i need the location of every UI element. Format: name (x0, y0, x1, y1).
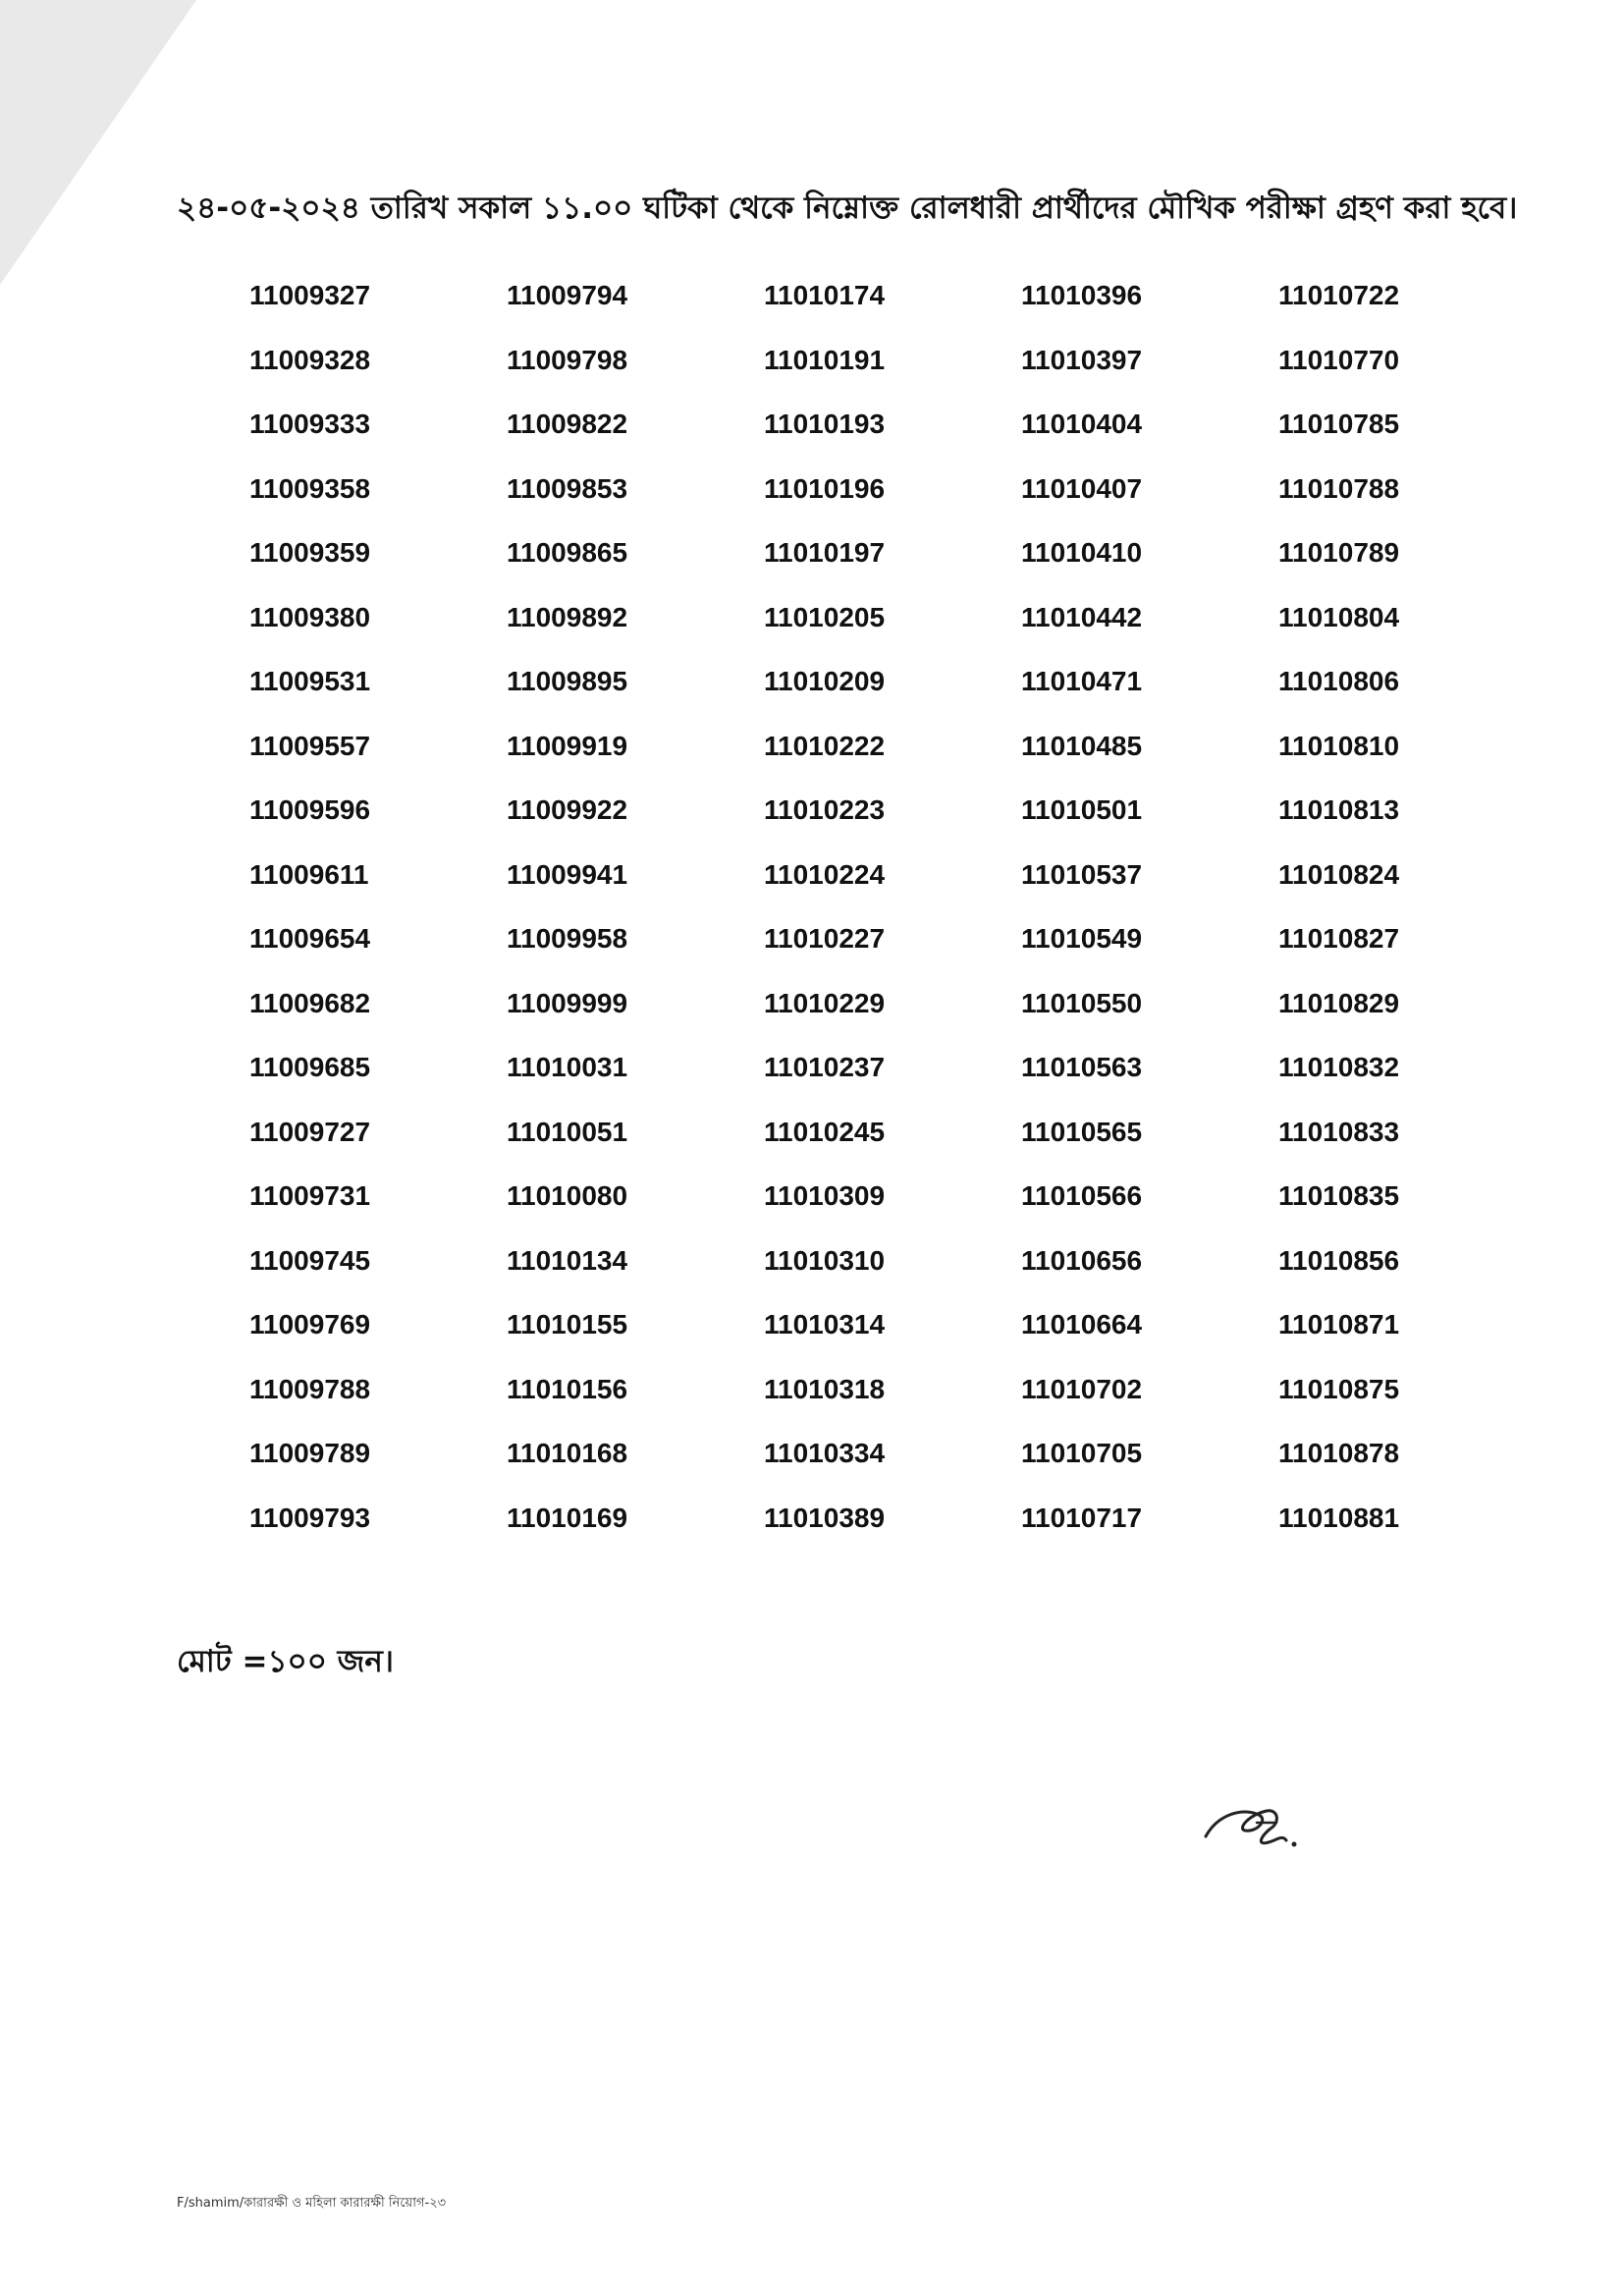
roll-number: 11009769 (249, 1309, 371, 1339)
roll-number: 11010196 (764, 472, 886, 504)
total-count: মোট =১০০ জন। (177, 1644, 394, 1679)
roll-number: 11010031 (507, 1052, 628, 1082)
signature-mark (1198, 1785, 1316, 1864)
roll-number: 11009380 (249, 601, 371, 632)
roll-number: 11010806 (1278, 666, 1400, 696)
roll-number: 11010656 (1021, 1244, 1143, 1276)
roll-number: 11009822 (507, 409, 628, 439)
roll-number: 11009892 (507, 601, 628, 632)
roll-number: 11009682 (249, 987, 371, 1018)
roll-number: 11010168 (507, 1438, 628, 1468)
roll-number: 11009919 (507, 730, 628, 761)
roll-number: 11010229 (764, 987, 886, 1018)
roll-number: 11009611 (249, 858, 369, 890)
roll-number: 11010832 (1278, 1052, 1400, 1082)
roll-number: 11010209 (764, 666, 886, 696)
roll-number: 11010396 (1021, 280, 1143, 310)
roll-number: 11010871 (1278, 1309, 1400, 1339)
roll-number: 11010197 (764, 537, 886, 568)
roll-number: 11010224 (764, 858, 886, 890)
roll-number: 11010245 (764, 1116, 886, 1147)
roll-number: 11009557 (249, 730, 371, 761)
roll-number: 11010334 (764, 1438, 886, 1468)
roll-number: 11009958 (507, 923, 628, 954)
roll-number: 11009359 (249, 537, 371, 568)
roll-number: 11010664 (1021, 1309, 1143, 1339)
roll-number: 11010789 (1278, 537, 1400, 568)
roll-number: 11010770 (1278, 344, 1400, 375)
roll-number: 11010191 (764, 344, 886, 375)
roll-number: 11010442 (1021, 601, 1143, 632)
footer-file-path: F/shamim/কারারক্ষী ও মহিলা কারারক্ষী নিয়োগ-২৩ (177, 2196, 447, 2211)
roll-number: 11009853 (507, 472, 628, 504)
roll-number: 11009788 (249, 1373, 371, 1404)
roll-number: 11010389 (764, 1502, 886, 1533)
roll-number: 11010227 (764, 923, 886, 954)
roll-number: 11009727 (249, 1116, 371, 1147)
roll-number: 11010829 (1278, 987, 1400, 1018)
roll-number: 11010314 (764, 1309, 886, 1339)
roll-number: 11010310 (764, 1244, 886, 1276)
roll-number: 11009794 (507, 280, 628, 310)
roll-number: 11010501 (1021, 794, 1143, 825)
roll-number: 11010051 (507, 1116, 628, 1147)
roll-number: 11009941 (507, 858, 628, 890)
roll-number: 11009358 (249, 472, 371, 504)
roll-number: 11009328 (249, 344, 371, 375)
roll-number: 11010810 (1278, 730, 1400, 761)
roll-number: 11010702 (1021, 1373, 1143, 1404)
roll-number: 11010397 (1021, 344, 1143, 375)
roll-number: 11010856 (1278, 1244, 1400, 1276)
roll-number: 11010410 (1021, 537, 1143, 568)
page-heading: ২৪-০৫-২০২৪ তারিখ সকাল ১১.০০ ঘটিকা থেকে নিম্নোক্ত রোলধারী প্রার্থীদের মৌখিক পরীক্ষা গ্রহণ করা হবে। (177, 191, 1518, 226)
roll-number: 11010174 (764, 280, 886, 310)
roll-number: 11009798 (507, 344, 628, 375)
roll-number: 11009685 (249, 1052, 371, 1082)
roll-number: 11010881 (1278, 1502, 1400, 1533)
roll-number: 11010722 (1278, 280, 1400, 310)
roll-number: 11009745 (249, 1244, 371, 1276)
roll-number: 11009793 (249, 1502, 371, 1533)
roll-number: 11010222 (764, 730, 886, 761)
roll-number: 11009865 (507, 537, 628, 568)
roll-number: 11010878 (1278, 1438, 1400, 1468)
roll-number: 11009789 (249, 1438, 371, 1468)
roll-number: 11010835 (1278, 1180, 1400, 1211)
scan-corner-fold (0, 0, 196, 285)
roll-number: 11010566 (1021, 1180, 1143, 1211)
roll-number: 11010309 (764, 1180, 886, 1211)
roll-number: 11010813 (1278, 794, 1400, 825)
roll-number: 11009999 (507, 987, 628, 1018)
roll-number: 11010550 (1021, 987, 1143, 1018)
roll-number: 11009333 (249, 409, 371, 439)
roll-number-grid (236, 277, 1434, 1563)
roll-number: 11010169 (507, 1502, 628, 1533)
roll-number: 11010407 (1021, 472, 1143, 504)
roll-number: 11010155 (507, 1309, 628, 1339)
roll-number: 11010404 (1021, 409, 1143, 439)
roll-number: 11010563 (1021, 1052, 1143, 1082)
roll-number: 11010485 (1021, 730, 1143, 761)
roll-number: 11010788 (1278, 472, 1400, 504)
roll-number: 11010824 (1278, 858, 1400, 890)
roll-number: 11010156 (507, 1373, 628, 1404)
roll-number: 11009895 (507, 666, 628, 696)
roll-number: 11010223 (764, 794, 886, 825)
roll-number: 11010080 (507, 1180, 628, 1211)
roll-number: 11009922 (507, 794, 628, 825)
roll-number: 11010875 (1278, 1373, 1400, 1404)
roll-number: 11010705 (1021, 1438, 1143, 1468)
roll-number: 11009596 (249, 794, 371, 825)
roll-number: 11010833 (1278, 1116, 1400, 1147)
roll-number: 11009531 (249, 666, 371, 696)
roll-number: 11010205 (764, 601, 886, 632)
roll-number: 11009654 (249, 923, 371, 954)
roll-number: 11010549 (1021, 923, 1143, 954)
roll-number: 11010827 (1278, 923, 1400, 954)
roll-number: 11010565 (1021, 1116, 1143, 1147)
roll-number: 11010717 (1021, 1502, 1143, 1533)
roll-number: 11010237 (764, 1052, 886, 1082)
roll-number: 11010537 (1021, 858, 1143, 890)
roll-number: 11010471 (1021, 666, 1143, 696)
roll-number: 11010318 (764, 1373, 886, 1404)
roll-number: 11010785 (1278, 409, 1400, 439)
roll-number: 11009327 (249, 280, 371, 310)
roll-number: 11010134 (507, 1244, 628, 1276)
roll-number: 11009731 (249, 1180, 371, 1211)
roll-number: 11010804 (1278, 601, 1400, 632)
roll-number: 11010193 (764, 409, 886, 439)
